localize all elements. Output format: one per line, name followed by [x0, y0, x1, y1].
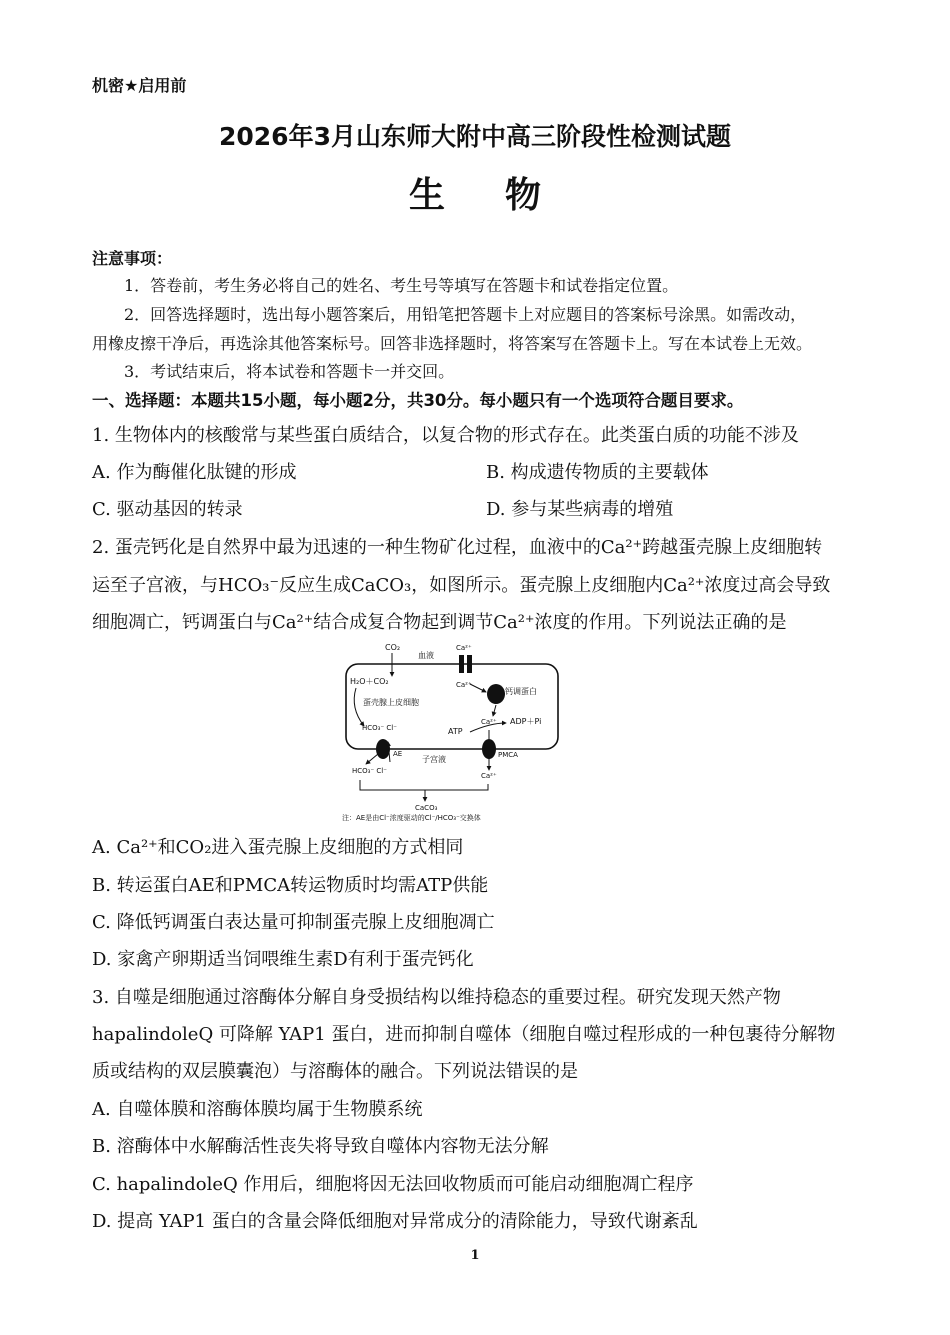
calcification-diagram: [330, 638, 570, 823]
q1-option-d: D. 参与某些病毒的增殖: [486, 499, 674, 520]
adp-label: ADP＋Pi: [510, 717, 542, 726]
q1-stem: 1. 生物体内的核酸常与某些蛋白质结合，以复合物的形式存在。此类蛋白质的功能不涉及: [92, 425, 799, 446]
q3-option-d: D. 提高 YAP1 蛋白的含量会降低细胞对异常成分的清除能力，导致代谢紊乱: [92, 1211, 698, 1232]
calmodulin-shape: [487, 684, 505, 704]
q1-option-b: B. 构成遗传物质的主要载体: [486, 462, 709, 483]
ca-mid-label: Ca²⁺: [481, 718, 497, 726]
atp-label: ATP: [448, 727, 463, 736]
q3-line-3: 质或结构的双层膜囊泡）与溶酶体的融合。下列说法错误的是: [92, 1061, 578, 1082]
hco3-cl-inner-label: HCO₃⁻ Cl⁻: [362, 724, 397, 732]
q2-option-b: B. 转运蛋白AE和PMCA转运物质时均需ATP供能: [92, 875, 489, 896]
co2-top-label: CO₂: [385, 643, 401, 652]
diagram-note: 注：AE是由Cl⁻浓度驱动的Cl⁻/HCO₃⁻交换体: [342, 814, 481, 822]
page-number: 1: [470, 1248, 480, 1263]
section-heading: 一、选择题：本题共15小题，每小题2分，共30分。每小题只有一个选项符合题目要求。: [92, 391, 744, 410]
q2-line-1: 2. 蛋壳钙化是自然界中最为迅速的一种生物矿化过程，血液中的Ca²⁺跨越蛋壳腺上皮细胞转: [92, 537, 823, 558]
q2-option-a: A. Ca²⁺和CO₂进入蛋壳腺上皮细胞的方式相同: [92, 837, 464, 858]
q3-option-c: C. hapalindoleQ 作用后，细胞将因无法回收物质而可能启动细胞凋亡程序: [92, 1174, 694, 1195]
confidential-label: 机密★启用前: [92, 76, 187, 95]
q1-option-a: A. 作为酶催化肽键的形成: [92, 462, 297, 483]
note-3: 3．考试结束后，将本试卷和答题卡一并交回。: [124, 362, 455, 381]
ae-label: AE: [393, 750, 403, 758]
q2-option-d: D. 家禽产卵期适当饲喂维生素D有利于蛋壳钙化: [92, 949, 474, 970]
h2o-co2-label: H₂O＋CO₂: [350, 677, 389, 686]
q2-option-c: C. 降低钙调蛋白表达量可抑制蛋壳腺上皮细胞凋亡: [92, 912, 495, 933]
cell-label: 蛋壳腺上皮细胞: [363, 698, 419, 707]
q2-line-3: 细胞凋亡，钙调蛋白与Ca²⁺结合成复合物起到调节Ca²⁺浓度的作用。下列说法正确的是: [92, 612, 787, 633]
notes-heading: 注意事项：: [92, 249, 173, 268]
pmca-label: PMCA: [498, 751, 518, 759]
q3-line-2: hapalindoleQ 可降解 YAP1 蛋白，进而抑制自噬体（细胞自噬过程形成的一种包裹待分解物: [92, 1024, 836, 1045]
note-2b: 用橡皮擦干净后，再选涂其他答案标号。回答非选择题时，将答案写在答题卡上。写在本试卷上无效。: [92, 334, 813, 353]
ae-transporter: [376, 739, 390, 759]
exam-title: 2026年3月山东师大附中高三阶段性检测试题: [219, 122, 731, 151]
ca-in-label: Ca²⁺: [456, 681, 472, 689]
uterine-label: 子宫液: [422, 755, 446, 764]
calmodulin-label: 钙调蛋白: [505, 687, 537, 696]
q1-option-c: C. 驱动基因的转录: [92, 499, 243, 520]
q3-line-1: 3. 自噬是细胞通过溶酶体分解自身受损结构以维持稳态的重要过程。研究发现天然产物: [92, 987, 781, 1008]
note-1: 1．答卷前，考生务必将自己的姓名、考生号等填写在答题卡和试卷指定位置。: [124, 276, 679, 295]
blood-label: 血液: [418, 651, 434, 660]
ca-top-label: Ca²⁺: [456, 644, 472, 652]
q3-option-b: B. 溶酶体中水解酶活性丧失将导致自噬体内容物无法分解: [92, 1136, 549, 1157]
caco3-label: CaCO₃: [415, 804, 438, 812]
subject-title: 生物: [408, 175, 601, 216]
q3-option-a: A. 自噬体膜和溶酶体膜均属于生物膜系统: [92, 1099, 423, 1120]
note-2a: 2．回答选择题时，选出每小题答案后，用铅笔把答题卡上对应题目的答案标号涂黑。如需改动，: [124, 305, 807, 324]
q2-line-2: 运至子宫液，与HCO₃⁻反应生成CaCO₃，如图所示。蛋壳腺上皮细胞内Ca²⁺浓度过高会导致: [92, 575, 831, 596]
hco3-cl-outer-label: HCO₃⁻ Cl⁻: [352, 767, 387, 775]
ca-out-label: Ca²⁺: [481, 772, 497, 780]
ca-channel-left: [459, 655, 464, 673]
ca-channel-right: [467, 655, 472, 673]
